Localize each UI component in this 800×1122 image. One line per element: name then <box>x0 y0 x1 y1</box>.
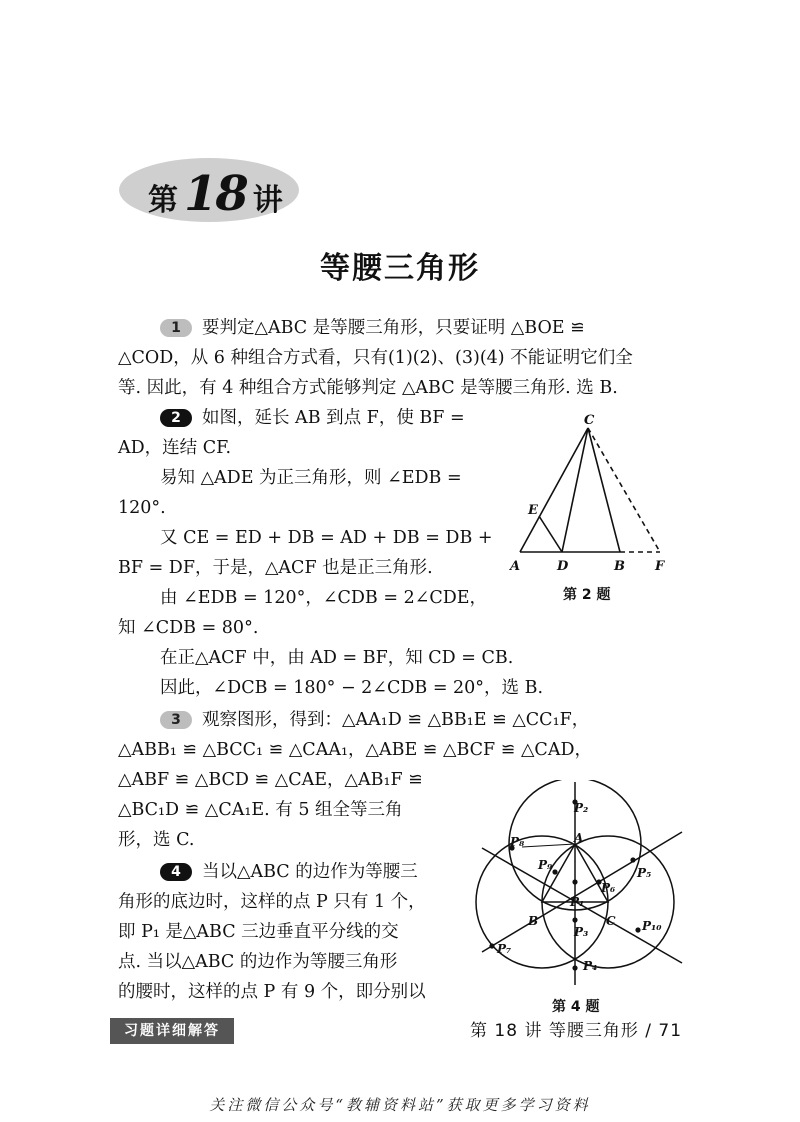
p4-label-p5: P₅ <box>637 866 652 880</box>
p2-line-6: BF = DF，于是，△ACF 也是正三角形. <box>118 558 433 578</box>
p4-label-p3: P₃ <box>574 925 589 939</box>
p4-label-p6: P₆ <box>601 881 616 895</box>
p4-label-c: C <box>606 914 616 928</box>
p3-number-badge: 3 <box>160 711 192 729</box>
footer-watermark: 关注微信公众号“教辅资料站”获取更多学习资料 <box>209 1096 591 1114</box>
p2-line-1: 2 如图，延长 AB 到点 F，使 BF = <box>160 403 465 433</box>
p2-line-10: 因此，∠DCB = 180° − 2∠CDB = 20°，选 B. <box>160 678 544 698</box>
p4-label-p10: P₁₀ <box>642 919 662 933</box>
p4-line-2: 角形的底边时，这样的点 P 只有 1 个， <box>118 892 426 912</box>
p2-label-a: A <box>510 559 521 574</box>
p2-label-b: B <box>614 559 625 574</box>
footer-section-tag: 习题详细解答 <box>110 1018 234 1044</box>
p4-label-b: B <box>528 914 539 928</box>
p4-label-p8: P₈ <box>510 835 525 849</box>
p4-line-1: 4 当以△ABC 的边作为等腰三 <box>160 857 418 887</box>
p2-line-7: 由 ∠EDB = 120°，∠CDB = 2∠CDE， <box>160 588 488 608</box>
p2-number-badge: 2 <box>160 409 192 427</box>
lesson-badge-text <box>148 166 283 222</box>
p1-line-1: 1 要判定△ABC 是等腰三角形，只要证明 △BOE ≌ <box>160 313 585 343</box>
p3-line-5: 形，选 C. <box>118 830 195 850</box>
p3-line-2: △ABB₁ ≌ △BCC₁ ≌ △CAA₁，△ABE ≌ △BCF ≌ △CAD， <box>118 740 592 760</box>
p2-line-9: 在正△ACF 中，由 AD = BF，知 CD = CB. <box>160 648 514 668</box>
p2-label-d: D <box>557 559 569 574</box>
p3-line-3: △ABF ≌ △BCD ≌ △CAE，△AB₁F ≌ <box>118 770 423 790</box>
p4-figure <box>470 780 690 998</box>
p1-number-badge: 1 <box>160 319 192 337</box>
p4-line-3: 即 P₁ 是△ABC 三边垂直平分线的交 <box>118 922 399 942</box>
p2-line-2: AD，连结 CF. <box>118 438 232 458</box>
p4-label-p9: P₉ <box>538 858 553 872</box>
p4-label-p4: P₄ <box>583 959 598 973</box>
p2-label-c: C <box>584 413 595 428</box>
p2-line-8: 知 ∠CDB = 80°. <box>118 618 259 638</box>
p2-line-3: 易知 △ADE 为正三角形，则 ∠EDB = <box>160 468 462 488</box>
p3-line-4: △BC₁D ≌ △CA₁E. 有 5 组全等三角 <box>118 800 403 820</box>
p3-line-1: 3 观察图形，得到：△AA₁D ≌ △BB₁E ≌ △CC₁F， <box>160 705 589 735</box>
p4-label-p1: P₁ <box>570 895 585 909</box>
lesson-prefix: 第 <box>148 183 178 218</box>
p4-label-p7: P₇ <box>497 942 512 956</box>
p2-label-e: E <box>528 503 538 518</box>
p1-line-3: 等. 因此，有 4 种组合方式能够判定 △ABC 是等腰三角形. 选 B. <box>118 378 618 398</box>
p2-line-5: 又 CE = ED + DB = AD + DB = DB + <box>160 528 493 548</box>
p2-figure <box>500 410 690 585</box>
p4-label-a: A <box>574 831 584 845</box>
p4-label-p2: P₂ <box>574 801 589 815</box>
p2-label-f: F <box>655 559 665 574</box>
p2-line-4: 120°. <box>118 498 166 518</box>
p4-line-5: 的腰时，这样的点 P 有 9 个，即分别以 <box>118 982 426 1002</box>
p4-number-badge: 4 <box>160 863 192 881</box>
page-title: 等腰三角形 <box>320 251 480 286</box>
lesson-suffix: 讲 <box>252 183 283 218</box>
footer-page-info: 第 18 讲 等腰三角形 / 71 <box>470 1021 683 1041</box>
p4-line-4: 点. 当以△ABC 的边作为等腰三角形 <box>118 952 398 972</box>
p2-figure-caption: 第 2 题 <box>563 587 611 603</box>
p1-line-2: △COD，从 6 种组合方式看，只有(1)(2)、(3)(4) 不能证明它们全 <box>118 348 633 368</box>
p4-figure-caption: 第 4 题 <box>552 999 600 1015</box>
lesson-number: 18 <box>184 166 247 222</box>
